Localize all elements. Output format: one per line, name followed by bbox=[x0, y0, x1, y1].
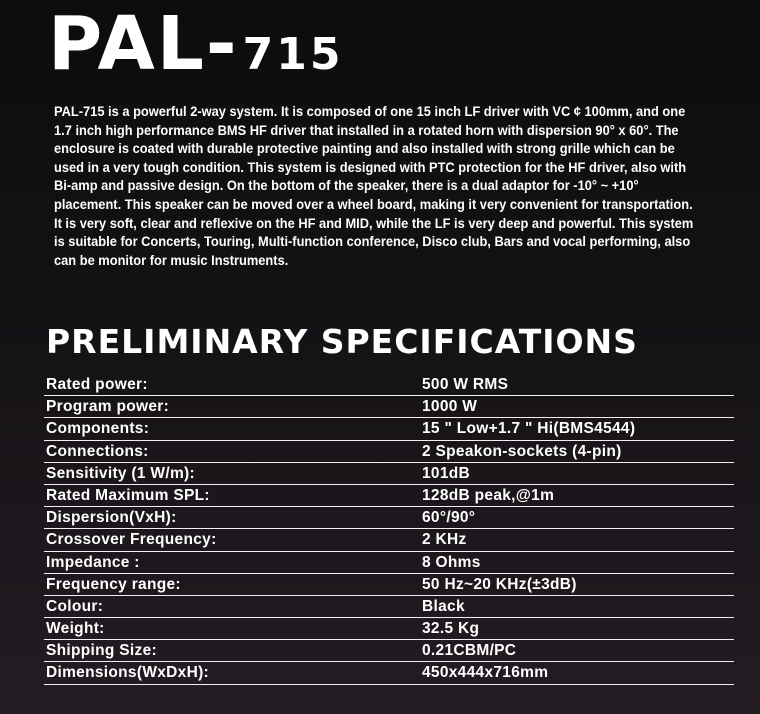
spec-value: 450x444x716mm bbox=[422, 664, 549, 682]
spec-value: 101dB bbox=[422, 464, 471, 482]
spec-row bbox=[44, 596, 734, 618]
spec-value: 1000 W bbox=[422, 398, 478, 416]
specifications-heading: PRELIMINARY SPECIFICATIONS bbox=[46, 322, 638, 361]
spec-label: Shipping Size: bbox=[46, 642, 157, 660]
spec-value: 0.21CBM/PC bbox=[422, 642, 517, 660]
spec-label: Components: bbox=[46, 420, 150, 438]
spec-label: Frequency range: bbox=[46, 575, 181, 593]
spec-value: 60°/90° bbox=[422, 509, 476, 527]
spec-label: Program power: bbox=[46, 398, 170, 416]
spec-label: Connections: bbox=[46, 442, 149, 460]
spec-value: 15 " Low+1.7 " Hi(BMS4544) bbox=[422, 420, 636, 438]
spec-value: 128dB peak,@1m bbox=[422, 486, 555, 504]
spec-row bbox=[44, 507, 734, 529]
spec-label: Impedance : bbox=[46, 553, 140, 571]
spec-label: Weight: bbox=[46, 620, 105, 638]
spec-row bbox=[44, 441, 734, 463]
spec-value: 50 Hz~20 KHz(±3dB) bbox=[422, 575, 577, 593]
spec-value: 2 Speakon-sockets (4-pin) bbox=[422, 442, 622, 460]
product-title bbox=[48, 1, 344, 95]
spec-row bbox=[44, 662, 734, 684]
spec-row bbox=[44, 463, 734, 485]
spec-label: Sensitivity (1 W/m): bbox=[46, 464, 195, 482]
product-number: 715 bbox=[242, 29, 344, 80]
spec-value: Black bbox=[422, 597, 465, 615]
spec-row bbox=[44, 640, 734, 662]
spec-row bbox=[44, 396, 734, 418]
spec-label: Rated Maximum SPL: bbox=[46, 486, 210, 504]
spec-row bbox=[44, 485, 734, 507]
spec-value: 8 Ohms bbox=[422, 553, 481, 571]
spec-label: Dimensions(WxDxH): bbox=[46, 664, 209, 682]
spec-label: Rated power: bbox=[46, 376, 148, 393]
product-model: PAL- bbox=[48, 1, 239, 87]
spec-label: Crossover Frequency: bbox=[46, 531, 217, 549]
spec-row bbox=[44, 574, 734, 596]
spec-row bbox=[44, 618, 734, 640]
spec-row bbox=[44, 374, 734, 396]
product-description: PAL-715 is a powerful 2-way system. It is composed of one 15 inch LF driver with VC ¢ 100mm, and one 1.7 inch high performance BMS HF driver that installed in a rotated horn with dispersion 90° x 60°. The enclosure is coated with durable protective painting and also installed with strong grille which can be used in a very tough condition. This system is designed with PTC protection for the HF driver, also with Bi-amp and passive design. On the bottom of the speaker, there is a dual adaptor for -10° ~ +10° placement. This speaker can be moved over a wheel board, making it very convenient for transportation. It is very soft, clear and reflexive on the HF and MID, while the LF is very deep and powerful. This system is suitable for Concerts, Touring, Multi-function conference, Disco club, Bars and vocal performing, also can be monitor for music Instruments. bbox=[54, 104, 694, 268]
spec-value: 2 KHz bbox=[422, 531, 467, 549]
spec-row bbox=[44, 552, 734, 574]
spec-row bbox=[44, 418, 734, 440]
spec-label: Dispersion(VxH): bbox=[46, 509, 177, 527]
specifications-table bbox=[44, 374, 734, 685]
spec-value: 32.5 Kg bbox=[422, 620, 480, 638]
spec-row bbox=[44, 529, 734, 551]
spec-label: Colour: bbox=[46, 597, 104, 615]
spec-value: 500 W RMS bbox=[422, 376, 509, 393]
